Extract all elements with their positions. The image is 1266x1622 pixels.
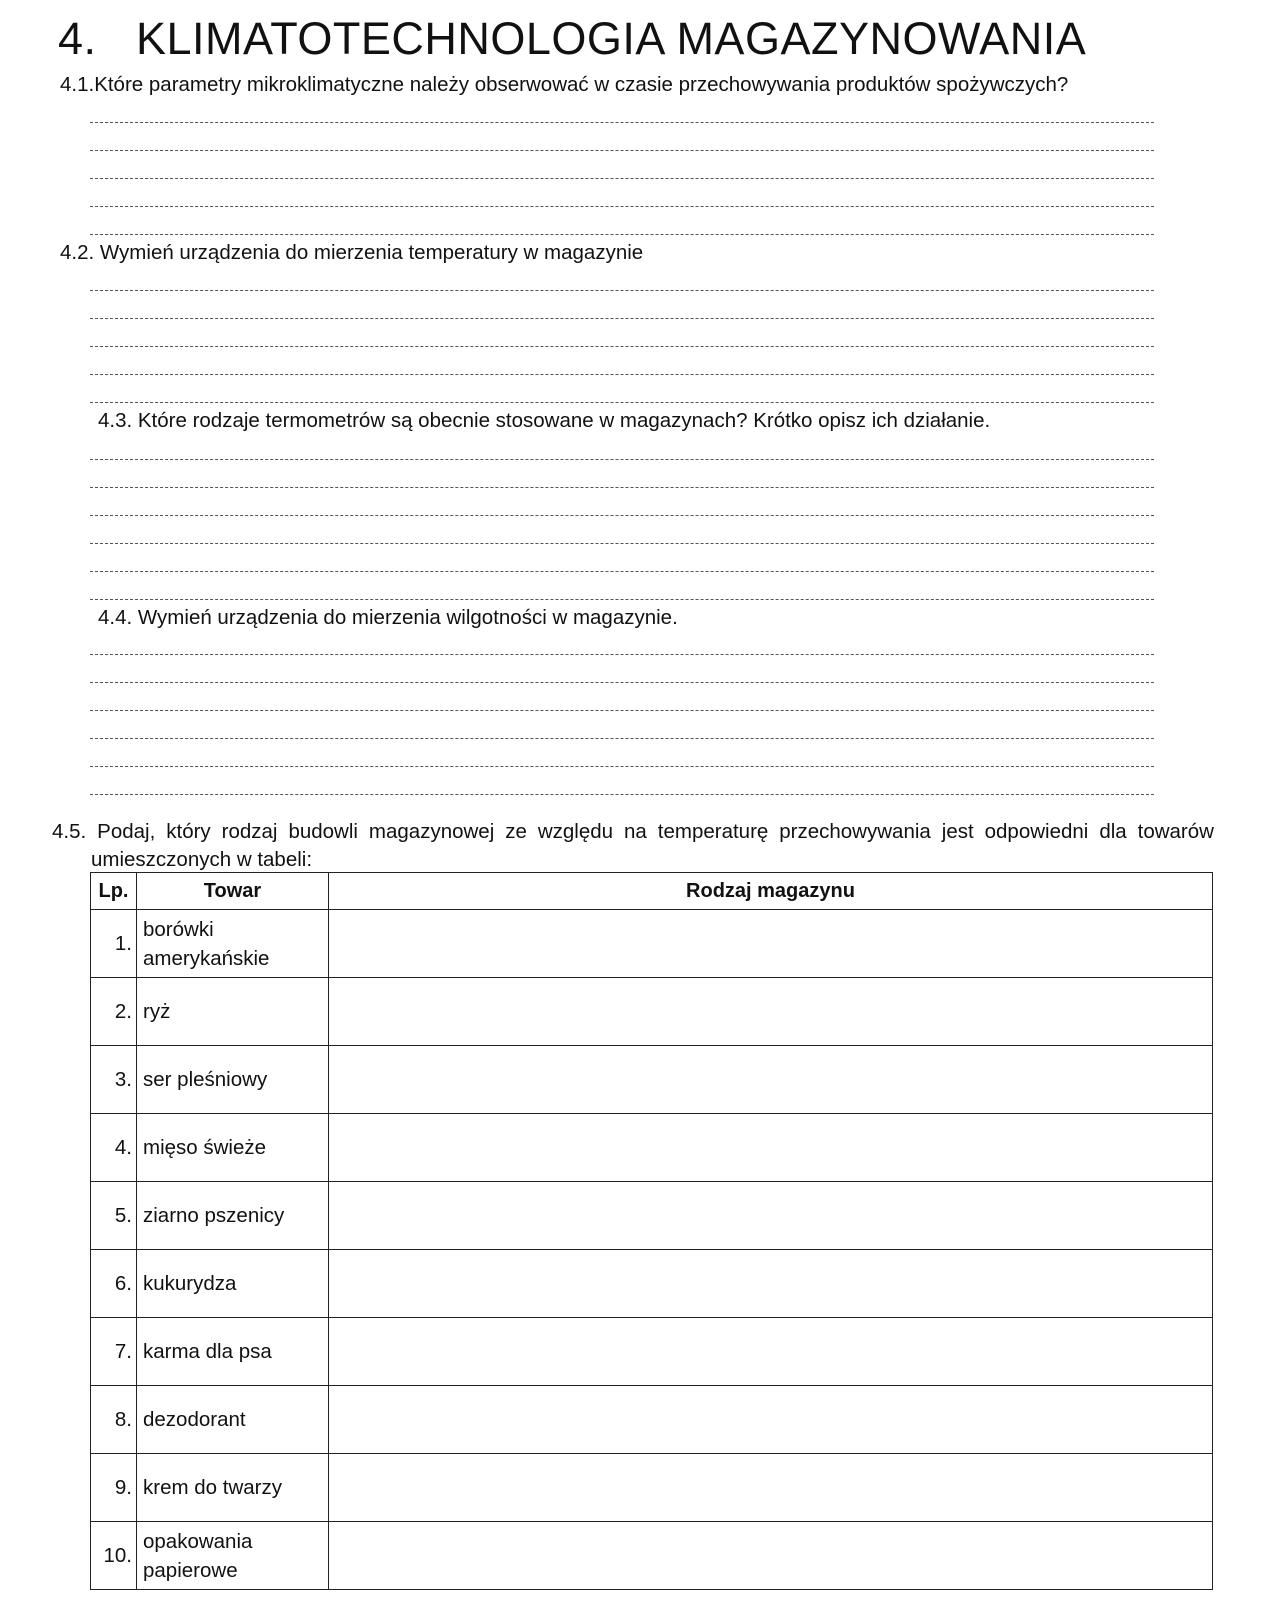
storage-type-answer-cell[interactable]	[329, 1114, 1213, 1182]
row-number: 7.	[91, 1318, 137, 1386]
header-rodzaj-magazynu: Rodzaj magazynu	[329, 873, 1213, 910]
question-4-5-word: budowli	[288, 820, 358, 843]
question-4-5-word: towarów	[1137, 820, 1214, 843]
product-name: krem do twarzy	[137, 1454, 329, 1522]
table-row	[91, 1318, 1213, 1386]
question-4-5-word: dla	[1099, 820, 1127, 843]
product-name: mięso świeże	[137, 1114, 329, 1182]
table-row	[91, 1046, 1213, 1114]
answer-line[interactable]	[90, 374, 1154, 375]
table-row	[91, 1250, 1213, 1318]
question-4-5-line2: umieszczonych w tabeli:	[91, 848, 313, 871]
storage-type-answer-cell[interactable]	[329, 1318, 1213, 1386]
storage-type-answer-cell[interactable]	[329, 1454, 1213, 1522]
table-row	[91, 1522, 1213, 1590]
row-number: 5.	[91, 1182, 137, 1250]
table-row	[91, 1386, 1213, 1454]
table-row	[91, 1454, 1213, 1522]
question-4-4: 4.4. Wymień urządzenia do mierzenia wilgotności w magazynie.	[98, 606, 678, 629]
table-row	[91, 910, 1213, 978]
product-name: karma dla psa	[137, 1318, 329, 1386]
answer-line[interactable]	[90, 766, 1154, 767]
table-body	[91, 910, 1213, 1590]
question-4-5-line1	[52, 818, 1214, 846]
product-name: dezodorant	[137, 1386, 329, 1454]
storage-type-answer-cell[interactable]	[329, 978, 1213, 1046]
answer-line[interactable]	[90, 122, 1154, 123]
answer-line[interactable]	[90, 318, 1154, 319]
question-4-5-word: magazynowej	[368, 820, 495, 843]
answer-line[interactable]	[90, 402, 1154, 403]
question-4-5-word: ze	[505, 820, 527, 843]
question-4-5-word: jest	[941, 820, 974, 843]
answer-line[interactable]	[90, 234, 1154, 235]
answer-line[interactable]	[90, 682, 1154, 683]
answer-line[interactable]	[90, 710, 1154, 711]
row-number: 9.	[91, 1454, 137, 1522]
question-4-5-word: temperaturę	[657, 820, 769, 843]
row-number: 2.	[91, 978, 137, 1046]
row-number: 1.	[91, 910, 137, 978]
row-number: 8.	[91, 1386, 137, 1454]
storage-type-answer-cell[interactable]	[329, 1182, 1213, 1250]
answer-line[interactable]	[90, 206, 1154, 207]
answer-line[interactable]	[90, 346, 1154, 347]
question-4-5-word: rodzaj	[221, 820, 278, 843]
product-name: opakowania papierowe	[137, 1522, 329, 1590]
product-name: ziarno pszenicy	[137, 1182, 329, 1250]
answer-line[interactable]	[90, 515, 1154, 516]
storage-type-answer-cell[interactable]	[329, 910, 1213, 978]
answer-line[interactable]	[90, 571, 1154, 572]
question-4-5-word: odpowiedni	[984, 820, 1089, 843]
product-name: borówki amerykańskie	[137, 910, 329, 978]
answer-line[interactable]	[90, 738, 1154, 739]
question-4-5	[52, 818, 1214, 874]
storage-table	[90, 872, 1213, 1590]
question-4-3: 4.3. Które rodzaje termometrów są obecnie stosowane w magazynach? Krótko opisz ich działanie.	[98, 409, 991, 432]
answer-line[interactable]	[90, 794, 1154, 795]
table-row	[91, 978, 1213, 1046]
answer-line[interactable]	[90, 178, 1154, 179]
answer-line[interactable]	[90, 459, 1154, 460]
question-4-5-word: który	[166, 820, 211, 843]
header-lp: Lp.	[91, 873, 137, 910]
question-4-1: 4.1.Które parametry mikroklimatyczne należy obserwować w czasie przechowywania produktów spożywczych?	[60, 73, 1069, 96]
answer-line[interactable]	[90, 150, 1154, 151]
storage-type-answer-cell[interactable]	[329, 1046, 1213, 1114]
storage-type-answer-cell[interactable]	[329, 1386, 1213, 1454]
header-towar: Towar	[137, 873, 329, 910]
section-title-text: KLIMATOTECHNOLOGIA MAGAZYNOWANIA	[136, 13, 1087, 64]
table-header-row	[91, 873, 1213, 910]
answer-line[interactable]	[90, 543, 1154, 544]
row-number: 6.	[91, 1250, 137, 1318]
question-4-5-word: przechowywania	[779, 820, 931, 843]
answer-line[interactable]	[90, 290, 1154, 291]
question-4-5-word: na	[624, 820, 647, 843]
table-row	[91, 1114, 1213, 1182]
answer-line[interactable]	[90, 654, 1154, 655]
answer-line[interactable]	[90, 599, 1154, 600]
row-number: 3.	[91, 1046, 137, 1114]
product-name: ryż	[137, 978, 329, 1046]
row-number: 10.	[91, 1522, 137, 1590]
product-name: kukurydza	[137, 1250, 329, 1318]
storage-type-answer-cell[interactable]	[329, 1250, 1213, 1318]
question-4-2: 4.2. Wymień urządzenia do mierzenia temperatury w magazynie	[60, 241, 644, 264]
question-4-5-word: względu	[537, 820, 614, 843]
question-4-5-word: 4.5.	[52, 820, 87, 843]
product-name: ser pleśniowy	[137, 1046, 329, 1114]
table-row	[91, 1182, 1213, 1250]
section-title	[58, 8, 1086, 70]
storage-type-answer-cell[interactable]	[329, 1522, 1213, 1590]
section-number: 4.	[58, 13, 97, 64]
answer-line[interactable]	[90, 487, 1154, 488]
row-number: 4.	[91, 1114, 137, 1182]
question-4-5-word: Podaj,	[97, 820, 156, 843]
